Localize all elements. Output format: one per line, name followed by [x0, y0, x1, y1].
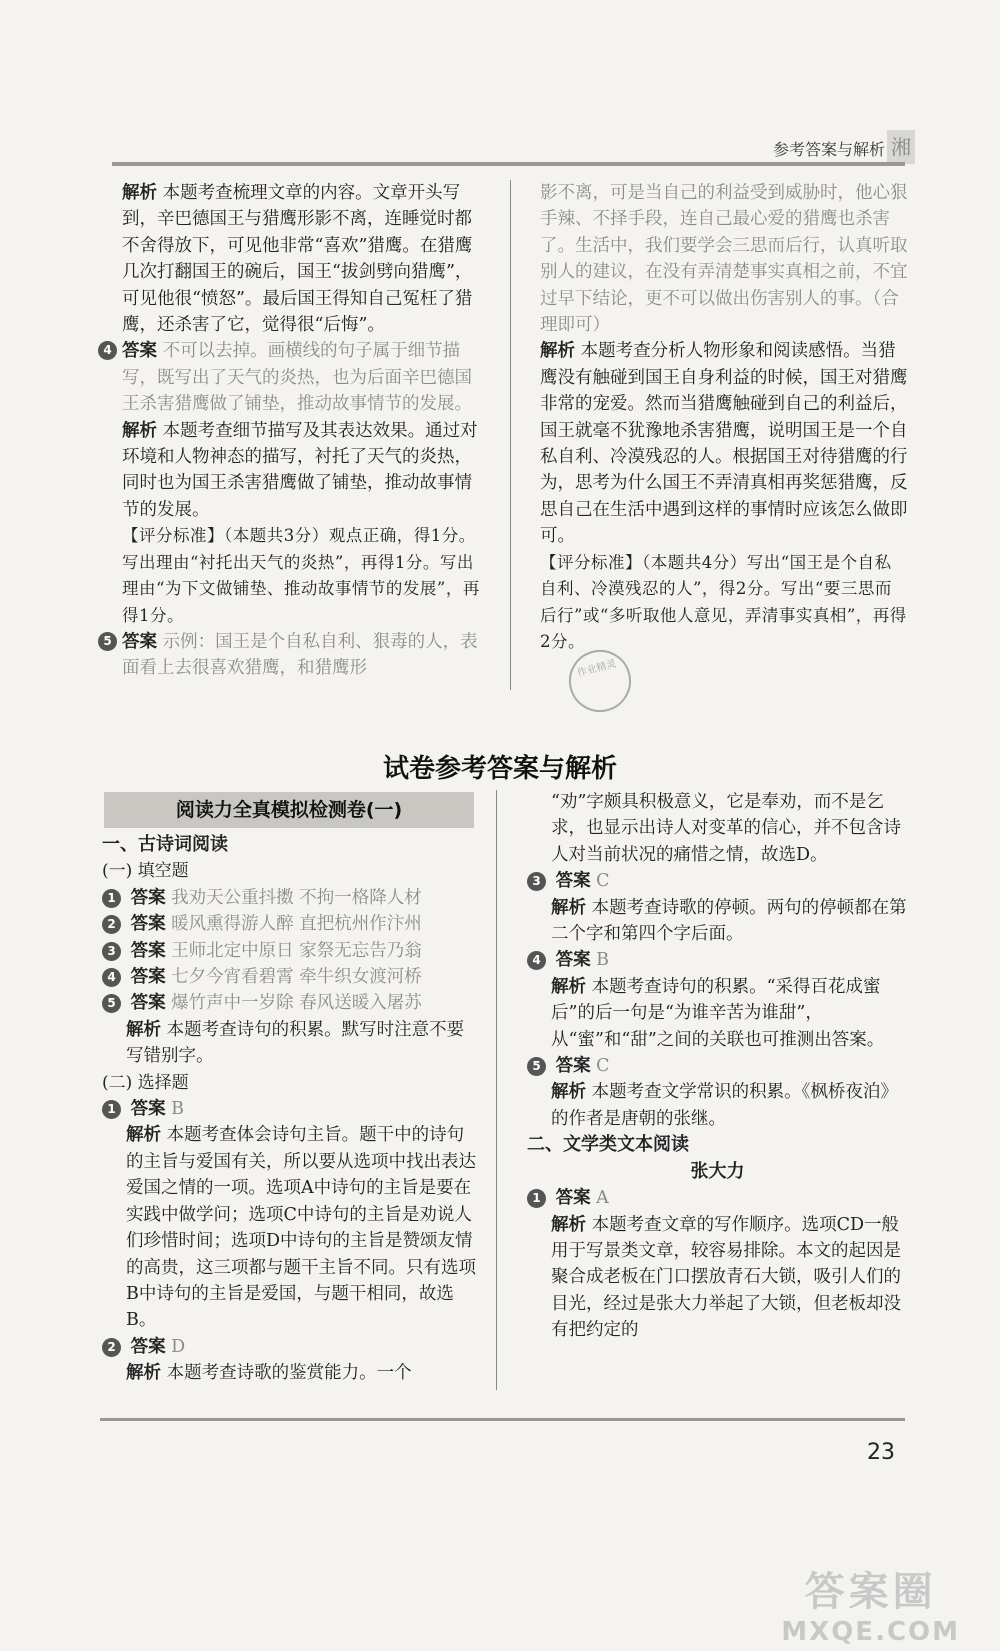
fill-answer-row [102, 885, 480, 911]
analysis-paragraph [122, 180, 482, 338]
analysis-text: 本题考查分析人物形象和阅读感悟。当猎鹰没有触碰到国王自身利益的时候，国王对猎鹰非常的宠爱。然而当猎鹰触碰到自己的利益后，国王就毫不犹豫地杀害猎鹰，说明国王是一个自私自利、冷漠残忍的人。根据国王对待猎鹰的行为，思考为什么国王不弄清真相再奖惩猎鹰，反思自己在生活中遇到这样的事情时应该怎么做即可。 [540, 341, 908, 547]
top-right-column [540, 180, 908, 655]
sub-heading: (二) 选择题 [102, 1072, 189, 1093]
analysis-text: 本题考查梳理文章的内容。文章开头写到，辛巴德国王与猎鹰形影不离，连睡觉时都不舍得放下，可见他非常“喜欢”猎鹰。在猎鹰几次打翻国王的碗后，国王“拔剑劈向猎鹰”，可见他很“愤怒”。最后国王得知自己冤枉了猎鹰，还杀害了它，觉得很“后悔”。 [122, 183, 473, 336]
answer-text: A [596, 1188, 609, 1209]
choice-answer-row [527, 868, 908, 894]
choice-answer-row [102, 1334, 480, 1360]
analysis-text: 本题考查诗歌的鉴赏能力。一个 [166, 1363, 412, 1384]
choice-answer-row [527, 947, 908, 973]
answer-label: 答案 [130, 887, 166, 908]
answer-text: 王师北定中原日 家祭无忘告乃翁 [171, 940, 422, 961]
footer-rule [100, 1418, 905, 1421]
question-number-badge: 2 [102, 1338, 121, 1357]
page-number: 23 [867, 1440, 895, 1465]
fill-answer-row [102, 990, 480, 1016]
test-banner: 阅读力全真模拟检测卷(一) [104, 792, 474, 828]
answer-label: 答案 [555, 950, 591, 971]
fill-answer-row [102, 911, 480, 937]
story-title: 张大力 [690, 1160, 745, 1182]
analysis-text: 本题考查诗句的积累。“采得百花成蜜后”的后一句是“为谁辛苦为谁甜”，从“蜜”和“甜”之间的关联也可推测出答案。 [551, 976, 885, 1050]
answer-label: 答案 [130, 1099, 166, 1120]
analysis-continuation: “劝”字颇具积极意义，它是奉劝，而不是乞求，也显示出诗人对变革的信心，并不包含诗人对当前状况的痛惜之情，故选D。 [551, 792, 901, 865]
answer-continuation: 影不离，可是当自己的利益受到威胁时，他心狠手辣、不择手段，连自己最心爱的猎鹰也杀害了。生活中，我们要学会三思而后行，认真听取别人的建议，在没有弄清楚事实真相之前，不宜过早下结论，更不可以做出伤害别人的事。（合理即可） [540, 183, 908, 336]
bottom-right-column [527, 789, 908, 1344]
question-number-badge: 1 [102, 889, 121, 908]
answer-text: 暖风熏得游人醉 直把杭州作汴州 [171, 914, 422, 935]
analysis-label: 解析 [551, 897, 586, 918]
analysis-paragraph [102, 1017, 480, 1070]
analysis-paragraph [102, 1360, 480, 1386]
analysis-text: 本题考查细节描写及其表达效果。通过对环境和人物神态的描写，衬托了天气的炎热，同时也为国王杀害猎鹰做了铺垫，推动故事情节的发展。 [122, 420, 478, 520]
answer-label: 答案 [130, 967, 166, 988]
answer-label: 答案 [555, 1188, 591, 1209]
choice-answer-row [527, 1053, 908, 1079]
answer-text: C [596, 871, 610, 892]
choice-answer-row [527, 1185, 908, 1211]
fill-answer-row [102, 938, 480, 964]
analysis-text: 本题考查文学常识的积累。《枫桥夜泊》的作者是唐朝的张继。 [551, 1082, 898, 1129]
part-heading: 二、文学类文本阅读 [527, 1134, 689, 1156]
scoring-standard: 【评分标准】（本题共4分）写出“国王是个自私自利、冷漠残忍的人”，得2分。写出“要三思而后行”或“多听取他人意见，弄清事实真相”，再得2分。 [540, 552, 907, 651]
analysis-paragraph [122, 418, 482, 524]
answer-text: B [171, 1099, 185, 1120]
question-number-badge: 4 [527, 951, 546, 970]
answer-label: 答案 [130, 1336, 166, 1357]
column-divider [510, 180, 511, 690]
analysis-label: 解析 [122, 183, 157, 203]
section-tab: 湘 [887, 130, 915, 164]
analysis-paragraph [527, 1212, 908, 1344]
question-number-badge: 4 [102, 968, 121, 987]
analysis-text: 本题考查体会诗句主旨。题干中的诗句的主旨与爱国有关，所以要从选项中找出表达爱国之情的一项。选项A中诗句的主旨是要在实践中做学问；选项C中诗句的主旨是劝说人们珍惜时间；选项D中诗句的主旨是赞颂友情的高贵，这三项都与题干主旨不同。只有选项B中诗句的主旨是爱国，与题干相同，故选B。 [126, 1125, 476, 1331]
question-number-badge: 3 [527, 872, 546, 891]
answer-item [103, 338, 482, 417]
question-number-badge: 1 [527, 1189, 546, 1208]
question-number-badge: 5 [527, 1057, 546, 1076]
answer-label: 答案 [130, 993, 166, 1014]
header-rule [112, 162, 905, 166]
answer-text: D [171, 1336, 186, 1357]
analysis-paragraph [540, 338, 908, 549]
analysis-text: 本题考查诗句的积累。默写时注意不要写错别字。 [126, 1019, 465, 1067]
question-number-badge: 5 [98, 632, 117, 651]
analysis-paragraph [527, 895, 908, 948]
analysis-paragraph [527, 1079, 908, 1132]
question-number-badge: 5 [102, 994, 121, 1013]
running-header: 参考答案与解析 [772, 140, 885, 159]
analysis-paragraph [102, 1122, 480, 1333]
section-title: 试卷参考答案与解析 [382, 754, 617, 784]
answer-label: 答案 [130, 914, 166, 935]
answer-label: 答案 [122, 341, 157, 362]
analysis-label: 解析 [551, 1214, 586, 1235]
answer-text: 七夕今宵看碧霄 牵牛织女渡河桥 [171, 967, 422, 988]
analysis-label: 解析 [126, 1019, 161, 1040]
column-divider [496, 790, 497, 1390]
question-number-badge: 3 [102, 942, 121, 961]
question-number-badge: 4 [98, 341, 117, 360]
fill-answer-row [102, 964, 480, 990]
question-number-badge: 1 [102, 1100, 121, 1119]
choice-answer-row [102, 1096, 480, 1122]
answer-text: 爆竹声中一岁除 春风送暖入屠苏 [171, 993, 422, 1014]
analysis-paragraph [527, 974, 908, 1053]
answer-text: C [596, 1056, 610, 1077]
answer-text: B [596, 950, 610, 971]
part-heading: 一、古诗词阅读 [102, 834, 228, 855]
sub-heading: (一) 填空题 [102, 861, 189, 882]
question-number-badge: 2 [102, 915, 121, 934]
scoring-standard: 【评分标准】（本题共3分）观点正确，得1分。写出理由“衬托出天气的炎热”，再得1分。写出理由“为下文做铺垫、推动故事情节的发展”，再得1分。 [122, 526, 480, 625]
answer-text: 不可以去掉。画横线的句子属于细节描写，既写出了天气的炎热，也为后面辛巴德国王杀害猎鹰做了铺垫，推动故事情节的发展。 [122, 341, 472, 415]
analysis-label: 解析 [551, 976, 586, 997]
analysis-label: 解析 [126, 1363, 161, 1384]
analysis-text: 本题考查文章的写作顺序。选项CD一般用于写景类文章，较容易排除。本文的起因是聚合成老板在门口摆放青石大锁，吸引人们的目光，经过是张大力举起了大锁，但老板却没有把约定的 [551, 1214, 901, 1341]
answer-label: 答案 [555, 1056, 591, 1077]
analysis-label: 解析 [126, 1125, 161, 1146]
analysis-label: 解析 [122, 420, 157, 441]
analysis-label: 解析 [551, 1082, 586, 1103]
answer-label: 答案 [555, 871, 591, 892]
watermark-title: 答案圈 [804, 1569, 937, 1615]
answer-text: 示例：国王是个自私自利、狠毒的人，表面看上去很喜欢猎鹰，和猎鹰形 [122, 631, 478, 679]
analysis-label: 解析 [540, 341, 575, 362]
answer-label: 答案 [130, 940, 166, 961]
answer-label: 答案 [122, 631, 157, 652]
bottom-left-column [102, 802, 480, 1387]
stamp-seal: 作业精灵 [562, 643, 638, 719]
answer-text: 我劝天公重抖擞 不拘一格降人材 [171, 887, 422, 908]
top-left-column [103, 180, 482, 682]
watermark-url: MXQE.COM [781, 1617, 960, 1647]
answer-item [103, 629, 482, 682]
analysis-text: 本题考查诗歌的停顿。两句的停顿都在第二个字和第四个字后面。 [551, 897, 907, 945]
watermark [781, 1560, 960, 1647]
